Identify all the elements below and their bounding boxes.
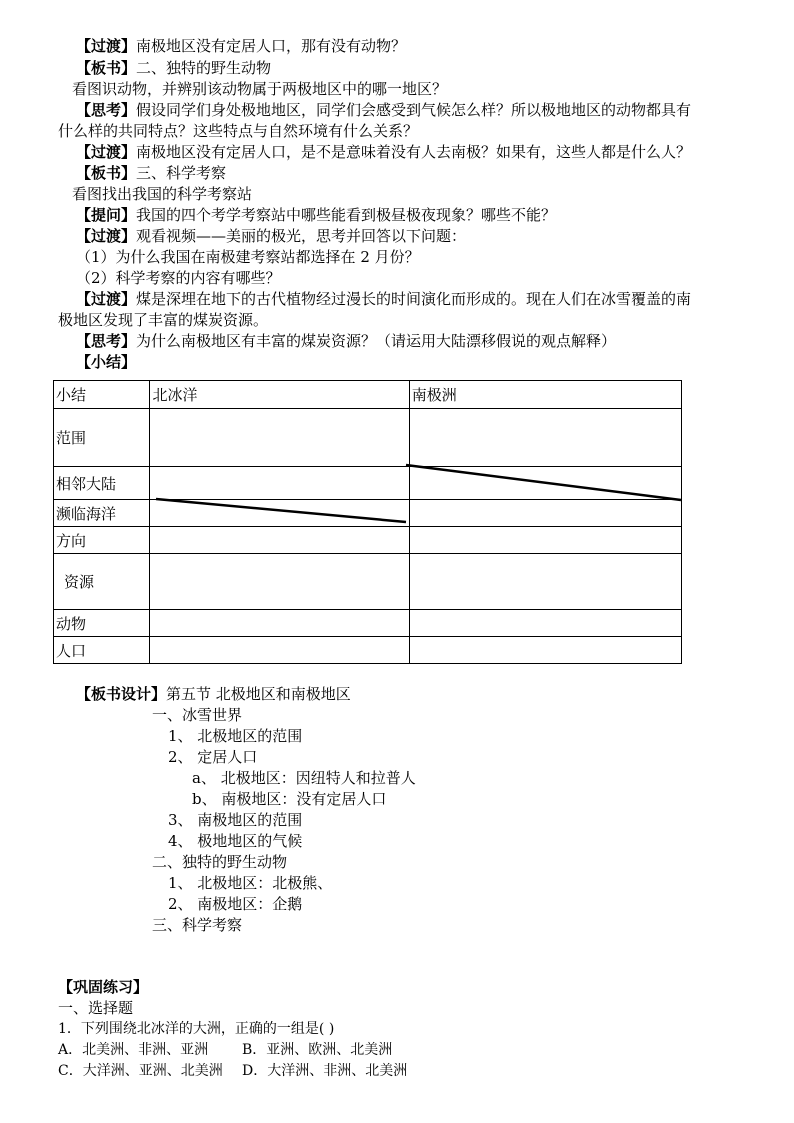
text-line: 【过渡】南极地区没有定居人口，那有没有动物？ xyxy=(76,37,407,55)
text-line: 【思考】为什么南极地区有丰富的煤炭资源？（请运用大陆漂移假说的观点解释） xyxy=(76,332,617,350)
table-header: 小结 xyxy=(54,381,150,409)
board-item: a、 北极地区：因纽特人和拉普人 xyxy=(192,769,416,787)
row-label: 相邻大陆 xyxy=(54,467,150,500)
diagonal-line xyxy=(406,465,681,500)
text-line: （2）科学考察的内容有哪些？ xyxy=(76,269,281,287)
text-line: 【思考】假设同学们身处极地地区，同学们会感受到气候怎么样？所以极地地区的动物都具有 xyxy=(76,101,692,119)
text-line: 【过渡】煤是深埋在地下的古代植物经过漫长的时间演化而形成的。现在人们在冰雪覆盖的南 xyxy=(76,290,692,308)
board-item: 1、 北极地区的范围 xyxy=(168,727,303,745)
board-item: 一、冰雪世界 xyxy=(152,706,243,724)
board-item: 4、 极地地区的气候 xyxy=(168,832,303,850)
board-item: 3、 南极地区的范围 xyxy=(168,811,303,829)
option-a: A．北美洲、非洲、亚洲 xyxy=(58,1042,209,1058)
text-line: 【板书】三、科学考察 xyxy=(76,164,227,182)
text-line: （1）为什么我国在南极建考察站都选择在 2 月份？ xyxy=(76,248,420,266)
text-line: 【板书】二、独特的野生动物 xyxy=(76,59,272,77)
exercise-section-title: 一、选择题 xyxy=(58,999,134,1017)
text-line: 极地区发现了丰富的煤炭资源。 xyxy=(58,311,269,329)
row-label: 动物 xyxy=(54,610,150,637)
row-label: 濒临海洋 xyxy=(54,500,150,527)
board-title: 【板书设计】第五节 北极地区和南极地区 xyxy=(76,685,351,703)
text-line: 【小结】 xyxy=(76,353,137,371)
board-item: 三、科学考察 xyxy=(152,916,243,934)
text-line: 【过渡】南极地区没有定居人口，是不是意味着没有人去南极？如果有，这些人都是什么人？ xyxy=(76,143,692,161)
option-b: B．亚洲、欧洲、北美洲 xyxy=(242,1042,393,1058)
text-line: 看图识动物，并辨别该动物属于两极地区中的哪一地区？ xyxy=(72,80,448,98)
option-d: D．大洋洲、非洲、北美洲 xyxy=(242,1063,408,1079)
question-text: 1．下列围绕北冰洋的大洲，正确的一组是( ) xyxy=(58,1021,335,1037)
text-line: 【过渡】观看视频——美丽的极光，思考并回答以下问题： xyxy=(76,227,467,245)
text-line: 看图找出我国的科学考察站 xyxy=(72,185,253,203)
row-label: 资源 xyxy=(54,554,150,610)
diagonal-line xyxy=(156,499,406,522)
table-header: 北冰洋 xyxy=(150,381,409,409)
row-label: 方向 xyxy=(54,527,150,554)
table-header: 南极洲 xyxy=(409,381,681,409)
text-line: 什么样的共同特点？这些特点与自然环境有什么关系？ xyxy=(58,122,419,140)
row-label: 范围 xyxy=(54,409,150,467)
board-item: 1、 北极地区：北极熊、 xyxy=(168,874,333,892)
row-label: 人口 xyxy=(54,637,150,664)
option-c: C．大洋洲、亚洲、北美洲 xyxy=(58,1063,223,1079)
board-item: 二、独特的野生动物 xyxy=(152,853,288,871)
board-item: 2、 定居人口 xyxy=(168,748,258,766)
text-line: 【提问】我国的四个考学考察站中哪些能看到极昼极夜现象？哪些不能？ xyxy=(76,206,557,224)
exercise-title: 【巩固练习】 xyxy=(58,978,149,996)
board-item: b、 南极地区：没有定居人口 xyxy=(192,790,387,808)
board-item: 2、 南极地区：企鹅 xyxy=(168,895,303,913)
